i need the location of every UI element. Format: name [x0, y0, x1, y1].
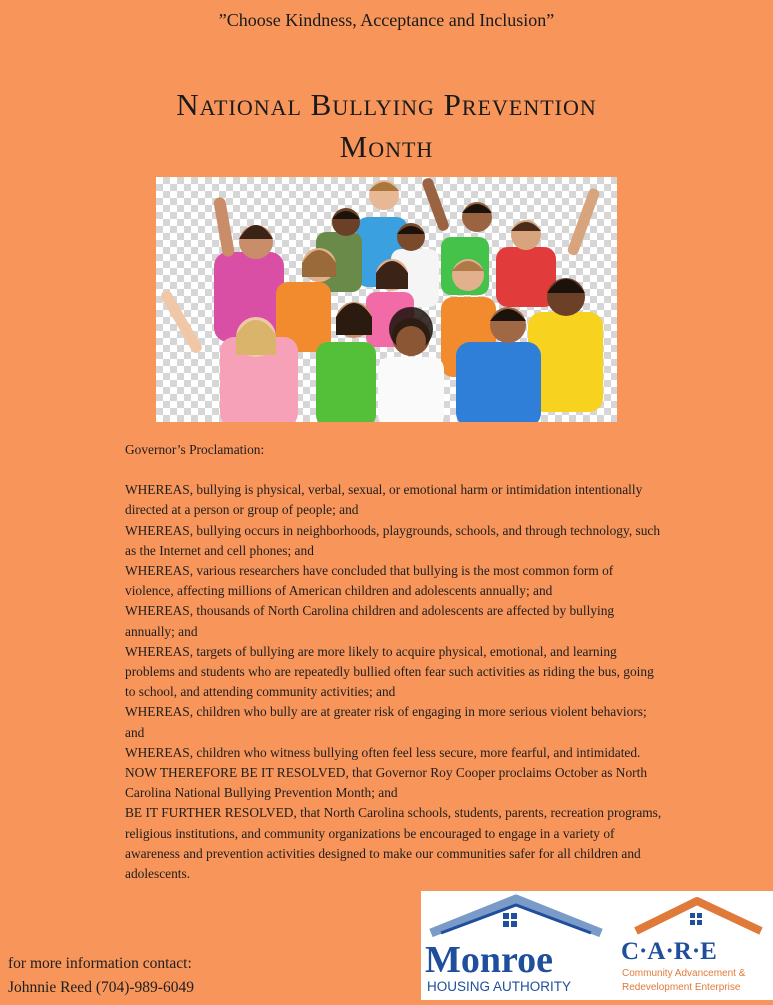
whereas-paragraph: WHEREAS, bullying occurs in neighborhoods, playgrounds, schools, and through technology, such as the Internet and cell phones; and: [125, 522, 661, 558]
care-name: C·A·R·E: [621, 938, 717, 965]
proclamation: [125, 440, 665, 884]
resolved-paragraph: BE IT FURTHER RESOLVED, that North Carolina schools, students, parents, recreation programs, religious institutions, and community organizations be encouraged to engage in a variety of awareness and prevention activities designed to make our communities safer for all children and adolescents.: [125, 805, 662, 882]
whereas-paragraph: WHEREAS, thousands of North Carolina children and adolescents are affected by bullying annually; and: [125, 603, 615, 639]
children-illustration: [156, 177, 617, 422]
children-photo: [156, 177, 617, 422]
window-icon: [503, 913, 517, 927]
care-subtitle-2: Redevelopment Enterprise: [622, 982, 741, 993]
contact-info: [8, 952, 194, 1000]
contact-label: for more information contact:: [8, 955, 192, 972]
whereas-paragraph: WHEREAS, various researchers have concluded that bullying is the most common form of violence, affecting millions of American children and adolescents annually; and: [125, 563, 614, 599]
whereas-paragraph: WHEREAS, targets of bullying are more likely to acquire physical, emotional, and learning problems and students who are repeatedly bullied often fear such activities as riding the bus, going to school, and attending community activities; and: [125, 643, 654, 700]
monroe-name: Monroe: [425, 939, 554, 981]
proclamation-heading: Governor’s Proclamation:: [125, 442, 265, 457]
resolved-paragraph: NOW THEREFORE BE IT RESOLVED, that Governor Roy Cooper proclaims October as North Carolina National Bullying Prevention Month; and: [125, 765, 648, 801]
care-logo: [621, 901, 761, 993]
monroe-subtitle: HOUSING AUTHORITY: [427, 979, 572, 994]
page-title: [0, 84, 773, 168]
monroe-logo: [425, 899, 601, 994]
sponsor-logos: [421, 891, 773, 1000]
title-line-1: National Bullying Prevention: [176, 87, 597, 122]
whereas-paragraph: WHEREAS, children who witness bullying often feel less secure, more fearful, and intimidated.: [125, 744, 641, 760]
whereas-paragraph: WHEREAS, children who bully are at greater risk of engaging in more serious violent behaviors; and: [125, 704, 647, 740]
title-line-2: Month: [339, 129, 434, 164]
child-figure: [276, 248, 336, 352]
logos-graphic: [421, 891, 773, 1000]
whereas-paragraph: WHEREAS, bullying is physical, verbal, sexual, or emotional harm or intimidation intentionally directed at a person or group of people; and: [125, 482, 643, 518]
care-subtitle-1: Community Advancement &: [622, 968, 746, 979]
window-icon: [690, 913, 702, 925]
child-figure: [496, 187, 601, 307]
contact-person: Johnnie Reed (704)-989-6049: [8, 979, 194, 996]
tagline: ”Choose Kindness, Acceptance and Inclusion”: [218, 10, 555, 30]
